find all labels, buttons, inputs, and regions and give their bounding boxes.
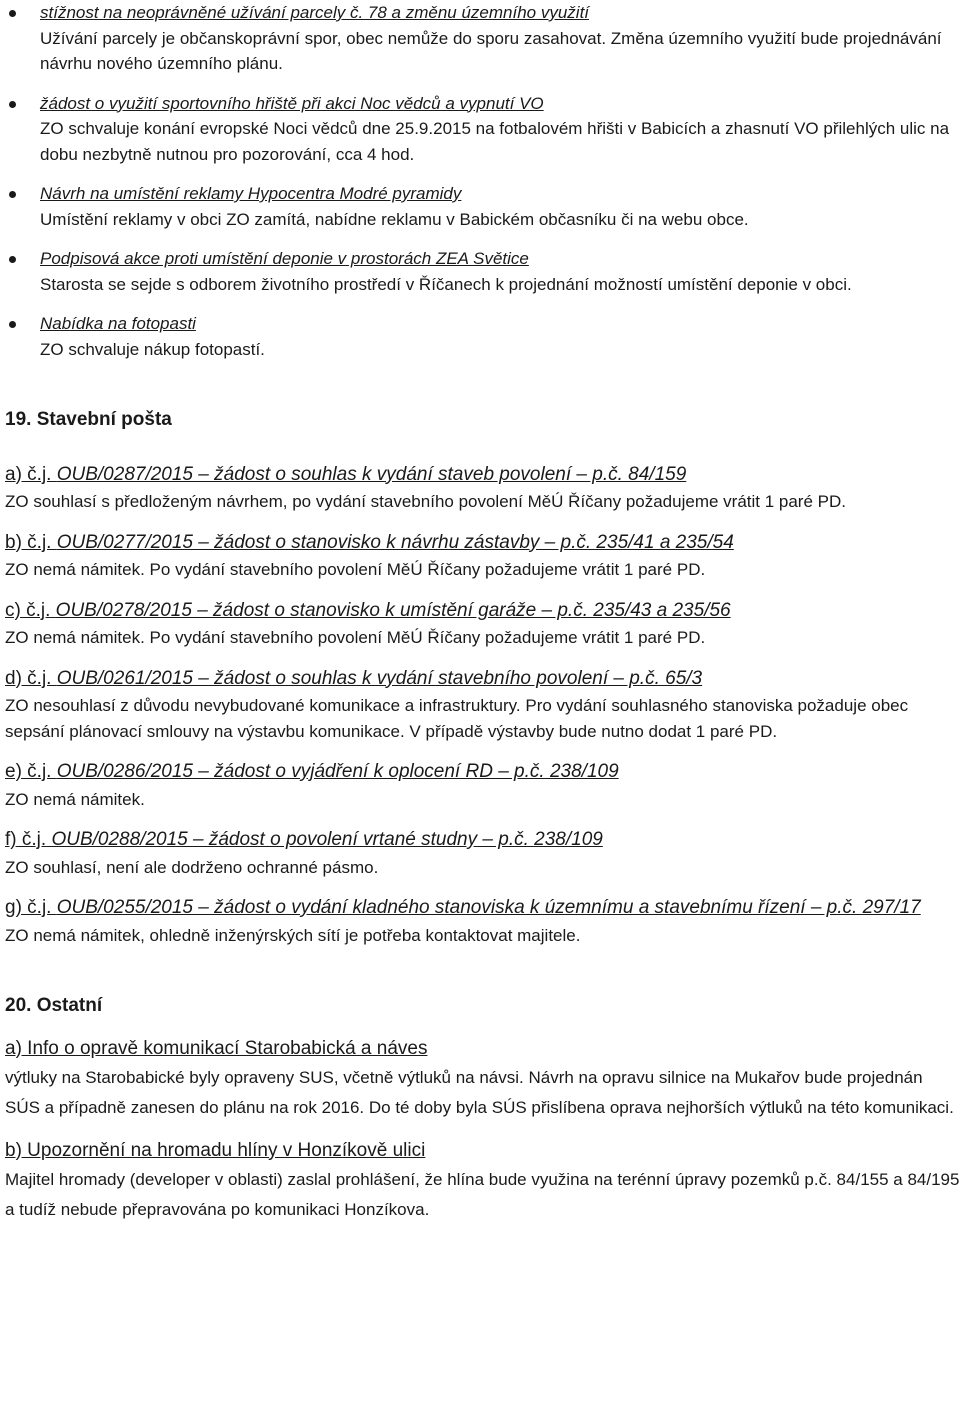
bullet-item — [0, 0, 960, 77]
permit-item-g — [0, 894, 960, 948]
spacer — [0, 362, 960, 406]
bullet-dot-icon — [9, 321, 16, 328]
spacer — [0, 167, 960, 181]
bullet-title: Návrh na umístění reklamy Hypocentra Modré pyramidy — [40, 184, 462, 203]
bullet-dot-icon — [9, 101, 16, 108]
spacer — [0, 744, 960, 758]
permit-item-d — [0, 665, 960, 745]
permit-title-text: OUB/0278/2015 – žádost o stanovisko k umístění garáže – p.č. 235/43 a 235/56 — [55, 599, 731, 621]
permit-label: g) č.j. — [5, 897, 52, 918]
bullet-dot-icon — [9, 191, 16, 198]
bullet-list — [0, 0, 960, 362]
bullet-text: Starosta se sejde s odborem životního prostředí v Říčanech k projednání možností umístění deponie v obci. — [40, 274, 852, 294]
spacer — [0, 297, 960, 311]
section-19-heading: 19. Stavební pošta — [5, 409, 172, 430]
bullet-title: Nabídka na fotopasti — [40, 314, 196, 333]
permit-item-c — [0, 597, 960, 651]
other-item-a — [0, 1035, 960, 1123]
bullet-text: Užívání parcely je občanskoprávní spor, obec nemůže do sporu zasahovat. Změna územního využití bude projednávání návrhu nového územního plánu. — [40, 28, 942, 73]
bullet-item — [0, 246, 960, 297]
permit-text: ZO souhlasí s předloženým návrhem, po vydání stavebního povolení MěÚ Říčany požadujeme vrátit 1 paré PD. — [5, 492, 846, 511]
permit-text: ZO nemá námitek. Po vydání stavebního povolení MěÚ Říčany požadujeme vrátit 1 paré PD. — [5, 628, 706, 647]
permit-item-b — [0, 529, 960, 583]
bullet-item — [0, 311, 960, 362]
permit-label: c) č.j. — [5, 599, 51, 621]
permit-text: ZO nemá námitek. — [5, 789, 145, 809]
permit-title — [5, 894, 960, 923]
permit-title-text: OUB/0287/2015 – žádost o souhlas k vydání staveb povolení – p.č. 84/159 — [56, 463, 687, 485]
other-text: Majitel hromady (developer v oblasti) zaslal prohlášení, že hlína bude využina na terénní úpravy pozemků p.č. 84/155 a 84/195 a tudíž nebude přepravována po komunikaci Honzíkova. — [5, 1170, 960, 1219]
permit-title-text: OUB/0255/2015 – žádost o vydání kladného stanoviska k územnímu a stavebnímu řízení – p.č. 297/17 — [56, 897, 921, 918]
bullet-item — [0, 181, 960, 232]
permit-title — [5, 826, 960, 855]
other-text: výtluky na Starobabické byly opraveny SUS, včetně výtluků na návsi. Návrh na opravu silnice na Mukařov bude projednán SÚS a případně zanesen do plánu na rok 2016. Do té doby byla SÚS přislíbena oprava nejhorších výtluků na této komunikaci. — [5, 1068, 954, 1117]
permit-title — [5, 529, 960, 558]
spacer — [0, 77, 960, 91]
other-title: a) Info o opravě komunikací Starobabická a náves — [5, 1037, 428, 1059]
bullet-dot-icon — [9, 10, 16, 17]
permit-label: a) č.j. — [5, 463, 52, 485]
spacer — [0, 232, 960, 246]
spacer — [0, 1021, 960, 1035]
bullet-text: ZO schvaluje nákup fotopastí. — [40, 339, 265, 359]
permit-label: f) č.j. — [5, 829, 47, 850]
permit-label: d) č.j. — [5, 667, 52, 689]
other-title: b) Upozornění na hromadu hlíny v Honzíkově ulici — [5, 1139, 426, 1161]
bullet-item — [0, 91, 960, 168]
permit-title — [5, 758, 960, 787]
spacer — [0, 880, 960, 894]
section-20-heading: 20. Ostatní — [5, 995, 103, 1016]
spacer — [0, 583, 960, 597]
spacer — [0, 948, 960, 992]
bullet-text: ZO schvaluje konání evropské Noci vědců dne 25.9.2015 na fotbalovém hřišti v Babicích a zhasnutí VO přilehlých ulic na dobu nezbytně nutnou pro pozorování, cca 4 hod. — [40, 119, 950, 164]
permit-title — [5, 597, 960, 626]
permit-item-e — [0, 758, 960, 812]
spacer — [0, 812, 960, 826]
permit-item-a — [0, 461, 960, 515]
permit-title-text: OUB/0277/2015 – žádost o stanovisko k návrhu zástavby – p.č. 235/41 a 235/54 — [56, 531, 734, 553]
other-item-b — [0, 1137, 960, 1225]
spacer — [0, 651, 960, 665]
permit-title-text: OUB/0261/2015 – žádost o souhlas k vydání stavebního povolení – p.č. 65/3 — [56, 667, 703, 689]
permit-title-text: OUB/0288/2015 – žádost o povolení vrtané studny – p.č. 238/109 — [51, 829, 603, 850]
permit-label: b) č.j. — [5, 531, 52, 553]
permit-text: ZO nemá námitek. Po vydání stavebního povolení MěÚ Říčany požadujeme vrátit 1 paré PD. — [5, 560, 706, 579]
bullet-title: žádost o využití sportovního hřiště při akci Noc vědců a vypnutí VO — [40, 93, 544, 113]
permit-title — [5, 665, 960, 694]
permit-title-text: OUB/0286/2015 – žádost o vyjádření k oplocení RD – p.č. 238/109 — [56, 761, 619, 782]
permit-title — [5, 461, 960, 490]
bullet-text: Umístění reklamy v obci ZO zamítá, nabídne reklamu v Babickém občasníku či na webu obce. — [40, 209, 749, 229]
spacer — [0, 515, 960, 529]
permit-text: ZO souhlasí, není ale dodrženo ochranné pásmo. — [5, 857, 379, 877]
permit-text: ZO nemá námitek, ohledně inženýrských sítí je potřeba kontaktovat majitele. — [5, 925, 581, 945]
bullet-title: stížnost na neoprávněné užívání parcely č. 78 a změnu územního využití — [40, 3, 590, 22]
permit-item-f — [0, 826, 960, 880]
spacer — [0, 1123, 960, 1137]
bullet-title: Podpisová akce proti umístění deponie v prostorách ZEA Světice — [40, 249, 529, 268]
permit-text: ZO nesouhlasí z důvodu nevybudované komunikace a infrastruktury. Pro vydání souhlasného stanoviska požaduje obec sepsání plánovací smlouvy na výstavbu komunikace. V případě výstavby bude nutno dodat 1 paré PD. — [5, 696, 909, 741]
spacer — [0, 435, 960, 461]
permit-label: e) č.j. — [5, 761, 52, 782]
bullet-dot-icon — [9, 256, 16, 263]
